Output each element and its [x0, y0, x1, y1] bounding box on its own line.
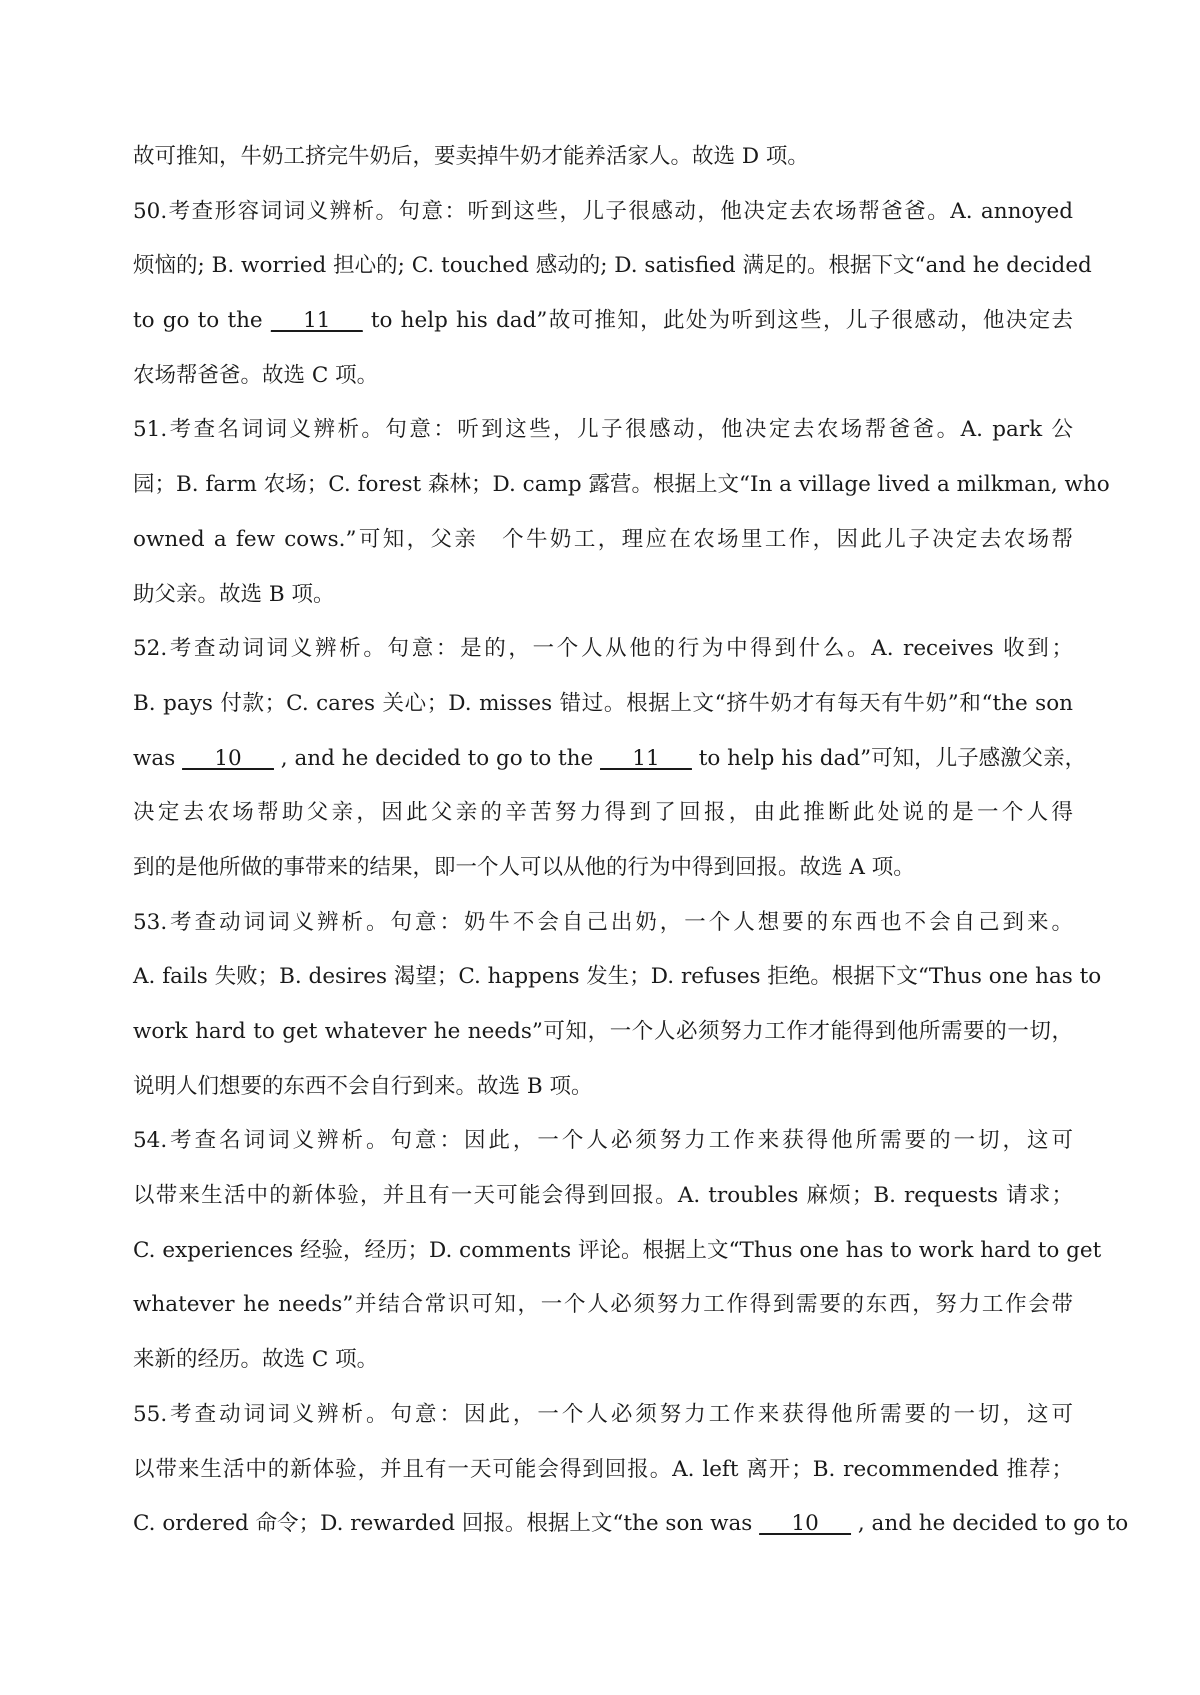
text-segment: 以带来生活中的新体验，并且有一天可能会得到回报。A. left 离开；B. recommended 推荐；: [133, 1456, 1073, 1482]
text-segment: C. ordered 命令；D. rewarded 回报。根据上文“the son was: [133, 1511, 760, 1537]
answer-blank: ___10___: [182, 745, 274, 771]
text-segment: C. experiences 经验，经历；D. comments 评论。根据上文“Thus one has to work hard to get: [133, 1237, 1102, 1263]
text-segment: , and he decided to go to the: [273, 745, 601, 771]
text-segment: 52.考查动词词义辨析。句意：是的，一个人从他的行为中得到什么。A. receives 收到；: [133, 636, 1073, 662]
text-segment: 以带来生活中的新体验，并且有一天可能会得到回报。A. troubles 麻烦；B. requests 请求；: [133, 1183, 1073, 1209]
text-line: [133, 294, 1073, 349]
text-segment: 51.考查名词词义辨析。句意：听到这些，儿子很感动，他决定去农场帮爸爸。A. park 公: [133, 417, 1073, 443]
text-segment: 55.考查动词词义辨析。句意：因此，一个人必须努力工作来获得他所需要的一切，这可: [133, 1401, 1073, 1427]
text-segment: was: [133, 745, 183, 771]
text-segment: whatever he needs”并结合常识可知，一个人必须努力工作得到需要的东西，努力工作会带: [133, 1292, 1073, 1318]
text-line: [133, 239, 1092, 294]
answer-blank: ___11___: [270, 308, 363, 334]
answer-blank: ___11___: [600, 745, 692, 771]
text-line: [133, 1005, 1073, 1060]
text-line: [133, 1333, 1073, 1388]
text-line: [133, 950, 1102, 1005]
text-line: [133, 1060, 1073, 1115]
text-segment: 53.考查动词词义辨析。句意：奶牛不会自己出奶，一个人想要的东西也不会自己到来。: [133, 909, 1073, 935]
text-segment: B. pays 付款；C. cares 关心；D. misses 错过。根据上文“挤牛奶才有每天有牛奶”和“the son: [133, 690, 1073, 716]
text-segment: 烦恼的; B. worried 担心的; C. touched 感动的; D. satisfied 满足的。根据下文“and he decided: [133, 253, 1092, 279]
text-segment: to help his dad”可知，儿子感激父亲，: [691, 745, 1087, 771]
text-segment: to go to the: [133, 308, 271, 334]
text-line: [133, 349, 1073, 404]
text-segment: 助父亲。故选 B 项。: [133, 581, 335, 607]
text-line: [133, 403, 1073, 458]
text-segment: 故可推知，牛奶工挤完牛奶后，要卖掉牛奶才能养活家人。故选 D 项。: [133, 144, 809, 169]
text-line: [133, 1443, 1073, 1498]
text-segment: 来新的经历。故选 C 项。: [133, 1347, 379, 1373]
text-line: [133, 1497, 1129, 1552]
text-segment: 园；B. farm 农场；C. forest 森林；D. camp 露营。根据上文“In a village lived a milkman, who: [133, 472, 1110, 498]
text-line: [133, 1278, 1073, 1333]
text-segment: 到的是他所做的事带来的结果，即一个人可以从他的行为中得到回报。故选 A 项。: [133, 854, 915, 880]
text-segment: 50.考查形容词词义辨析。句意：听到这些，儿子很感动，他决定去农场帮爸爸。A. annoyed: [133, 198, 1073, 224]
text-line: [133, 1224, 1102, 1279]
text-line: [133, 896, 1073, 951]
text-line: [133, 568, 1073, 623]
text-line: [133, 458, 1110, 513]
text-line: [133, 513, 1073, 568]
text-line: [133, 677, 1073, 732]
text-segment: to help his dad”故可推知，此处为听到这些，儿子很感动，他决定去: [362, 308, 1073, 334]
text-segment: owned a few cows.”可知，父亲 个牛奶工，理应在农场里工作，因此儿子决定去农场帮: [133, 526, 1073, 552]
text-line: [133, 1169, 1073, 1224]
text-line: [133, 622, 1073, 677]
text-segment: , and he decided to go to: [851, 1511, 1129, 1537]
answer-blank: ___10___: [759, 1511, 852, 1537]
text-line: [133, 786, 1073, 841]
document-body: [133, 130, 1129, 1552]
text-line: [133, 1388, 1073, 1443]
text-segment: A. fails 失败；B. desires 渴望；C. happens 发生；D. refuses 拒绝。根据下文“Thus one has to: [133, 964, 1102, 990]
text-line: [133, 841, 1073, 896]
text-line: [133, 732, 1087, 787]
text-segment: 决定去农场帮助父亲，因此父亲的辛苦努力得到了回报，由此推断此处说的是一个人得: [133, 800, 1073, 826]
text-line: [133, 185, 1073, 240]
text-segment: 农场帮爸爸。故选 C 项。: [133, 362, 379, 388]
text-segment: 54.考查名词词义辨析。句意：因此，一个人必须努力工作来获得他所需要的一切，这可: [133, 1128, 1073, 1154]
text-segment: work hard to get whatever he needs”可知，一个人必须努力工作才能得到他所需要的一切，: [133, 1019, 1073, 1044]
text-segment: 说明人们想要的东西不会自行到来。故选 B 项。: [133, 1073, 593, 1099]
text-line: [133, 130, 1073, 185]
text-line: [133, 1114, 1073, 1169]
